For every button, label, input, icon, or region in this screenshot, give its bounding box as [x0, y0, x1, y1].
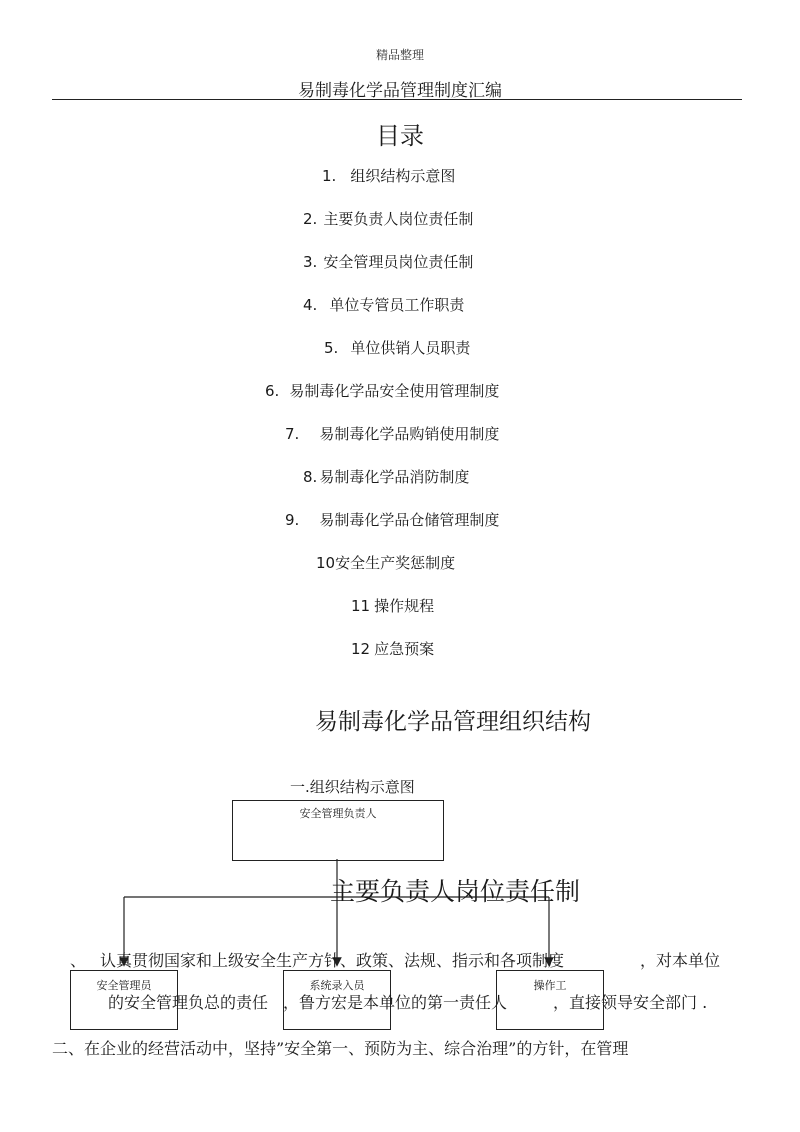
toc-item-number: 8.	[303, 468, 318, 486]
responsibility-heading: 主要负责人岗位责任制	[330, 877, 581, 906]
paragraph-line: 的安全管理负总的责任	[108, 993, 269, 1012]
document-title: 易制毒化学品管理制度汇编	[298, 81, 502, 101]
paragraph-line: ，对本单位	[640, 951, 721, 970]
toc-item-label: 单位供销人员职责	[350, 339, 471, 357]
org-box-label: 安全管理负责人	[299, 807, 377, 820]
paragraph-line: ，鲁方宏是本单位的第一责任人	[283, 993, 508, 1012]
paragraph-line: 二、在企业的经营活动中，坚持”安全第一、预防为主、综合治理”的方针，在管理	[52, 1039, 629, 1058]
toc-item-label: 安全生产奖惩制度	[335, 554, 456, 572]
toc-item-number: 7.	[285, 425, 300, 443]
toc-item-label: 应急预案	[374, 640, 435, 658]
toc-item-label: 操作规程	[374, 597, 435, 615]
toc-item-number: 11	[351, 597, 371, 615]
toc-item-label: 易制毒化学品安全使用管理制度	[289, 382, 500, 400]
org-box-label: 系统录入员	[309, 979, 365, 992]
section-title: 易制毒化学品管理组织结构	[315, 709, 591, 735]
toc-item-number: 9.	[285, 511, 300, 529]
toc-item-number: 10	[316, 554, 336, 572]
toc-item-number: 5.	[324, 339, 339, 357]
toc-item-number: 3.	[303, 253, 318, 271]
toc-item-label: 主要负责人岗位责任制	[323, 210, 474, 228]
paragraph-line: ，直接领导安全部门 .	[553, 993, 708, 1012]
toc-item-label: 易制毒化学品消防制度	[319, 468, 470, 486]
toc-item-label: 易制毒化学品购销使用制度	[319, 425, 500, 443]
toc-item-number: 12	[351, 640, 371, 658]
toc-item-label: 安全管理员岗位责任制	[323, 253, 474, 271]
toc-item-number: 4.	[303, 296, 318, 314]
toc-item-label: 组织结构示意图	[350, 167, 456, 185]
toc-item-number: 6.	[265, 382, 280, 400]
toc-item-label: 易制毒化学品仓储管理制度	[319, 511, 500, 529]
paragraph-line: 认真贯彻国家和上级安全生产方针、政策、法规、指示和各项制度	[100, 951, 565, 970]
paragraph-line: 、	[70, 951, 87, 970]
toc-item-label: 单位专管员工作职责	[329, 296, 465, 314]
diagram-caption: 一.组织结构示意图	[290, 778, 415, 796]
toc-item-number: 1.	[322, 167, 337, 185]
org-box-manager	[232, 800, 444, 861]
toc-item-number: 2.	[303, 210, 318, 228]
header-note: 精品整理	[375, 48, 424, 62]
org-box-label: 操作工	[533, 979, 567, 992]
org-box-label: 安全管理员	[96, 979, 152, 992]
toc-heading: 目录	[376, 122, 424, 150]
